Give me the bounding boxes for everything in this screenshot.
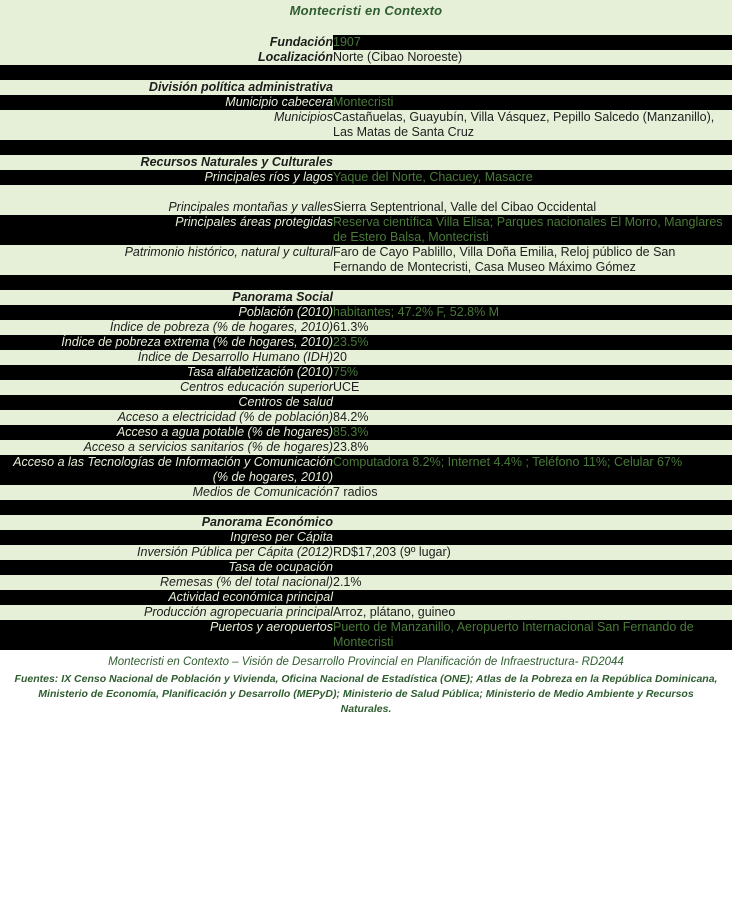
- row-label: Inversión Pública per Cápita (2012): [0, 545, 333, 560]
- row-label: Producción agropecuaria principal: [0, 605, 333, 620]
- document-title-bar: [0, 0, 732, 20]
- table-row: [0, 515, 732, 530]
- context-table: [0, 20, 732, 650]
- row-value: [333, 155, 732, 170]
- row-value: UCE: [333, 380, 732, 395]
- row-value: RD$17,203 (9º lugar): [333, 545, 732, 560]
- table-row: [0, 35, 732, 50]
- row-label: Índice de pobreza extrema (% de hogares, 2010): [0, 335, 333, 350]
- row-value: [333, 65, 732, 80]
- row-label: Acceso a servicios sanitarios (% de hogares): [0, 440, 333, 455]
- row-value: 23.5%: [333, 335, 732, 350]
- row-label: Municipios: [0, 110, 333, 140]
- row-value: Sierra Septentrional, Valle del Cibao Occidental: [333, 200, 732, 215]
- row-label: Índice de Desarrollo Humano (IDH): [0, 350, 333, 365]
- row-value: Castañuelas, Guayubín, Villa Vásquez, Pepillo Salcedo (Manzanillo), Las Matas de Santa Cruz: [333, 110, 732, 140]
- row-label: [0, 185, 333, 200]
- row-label: [0, 500, 333, 515]
- row-value: 85.3%: [333, 425, 732, 440]
- row-value: Computadora 8.2%; Internet 4.4% ; Teléfono 11%; Celular 67%: [333, 455, 732, 485]
- table-row: [0, 200, 732, 215]
- row-value: 1907: [333, 35, 732, 50]
- row-label: Recursos Naturales y Culturales: [0, 155, 333, 170]
- row-label: Centros educación superior: [0, 380, 333, 395]
- row-value: [333, 500, 732, 515]
- row-value: [333, 560, 732, 575]
- row-value: 20: [333, 350, 732, 365]
- row-value: Norte (Cibao Noroeste): [333, 50, 732, 65]
- row-label: Fundación: [0, 35, 333, 50]
- table-row: [0, 485, 732, 500]
- table-row: [0, 410, 732, 425]
- row-value: [333, 80, 732, 95]
- table-row: [0, 395, 732, 410]
- row-label: Índice de pobreza (% de hogares, 2010): [0, 320, 333, 335]
- page-title: Montecristi en Contexto: [289, 2, 443, 18]
- row-label: Municipio cabecera: [0, 95, 333, 110]
- table-row: [0, 110, 732, 140]
- row-value: [333, 290, 732, 305]
- table-row: [0, 65, 732, 80]
- row-label: [0, 140, 333, 155]
- table-row: [0, 155, 732, 170]
- row-value: 7 radios: [333, 485, 732, 500]
- table-row: [0, 305, 732, 320]
- table-row: [0, 95, 732, 110]
- table-row: [0, 335, 732, 350]
- row-value: Montecristi: [333, 95, 732, 110]
- row-label: Acceso a agua potable (% de hogares): [0, 425, 333, 440]
- context-table-body: [0, 20, 732, 650]
- row-label: Principales ríos y lagos: [0, 170, 333, 185]
- row-label: [0, 65, 333, 80]
- row-value: [333, 590, 732, 605]
- row-value: Reserva científica Villa Elisa; Parques nacionales El Morro, Manglares de Estero Balsa, Montecristi: [333, 215, 732, 245]
- row-value: Arroz, plátano, guineo: [333, 605, 732, 620]
- row-label: Principales áreas protegidas: [0, 215, 333, 245]
- row-label: División política administrativa: [0, 80, 333, 95]
- row-label: Panorama Social: [0, 290, 333, 305]
- row-value: Faro de Cayo Pablillo, Villa Doña Emilia, Reloj público de San Fernando de Montecristi, Casa Museo Máximo Gómez: [333, 245, 732, 275]
- table-row: [0, 215, 732, 245]
- table-row: [0, 320, 732, 335]
- row-value: [333, 275, 732, 290]
- table-row: [0, 425, 732, 440]
- table-row: [0, 455, 732, 485]
- table-row: [0, 365, 732, 380]
- row-label: Acceso a las Tecnologías de Información y Comunicación (% de hogares, 2010): [0, 455, 333, 485]
- table-row: [0, 530, 732, 545]
- table-row: [0, 140, 732, 155]
- row-label: Medios de Comunicación: [0, 485, 333, 500]
- row-label: Puertos y aeropuertos: [0, 620, 333, 650]
- row-label: [0, 275, 333, 290]
- footer-line-2: Fuentes: IX Censo Nacional de Población y Vivienda, Oficina Nacional de Estadística (ONE); Atlas de la Pobreza en la República Dominicana, Ministerio de Economía, Planificación y Desarrollo (MEPyD); Ministerio de Salud Pública; Ministerio de Medio Ambiente y Recursos Naturales.: [14, 673, 718, 715]
- table-row: [0, 605, 732, 620]
- table-row: [0, 275, 732, 290]
- row-value: 23.8%: [333, 440, 732, 455]
- row-value: 84.2%: [333, 410, 732, 425]
- table-row: [0, 245, 732, 275]
- row-value: Puerto de Manzanillo, Aeropuerto Internacional San Fernando de Montecristi: [333, 620, 732, 650]
- document-footer: [0, 654, 732, 725]
- row-value: [333, 140, 732, 155]
- table-row: [0, 380, 732, 395]
- row-label: Patrimonio histórico, natural y cultural: [0, 245, 333, 275]
- table-row: [0, 185, 732, 200]
- table-row: [0, 350, 732, 365]
- table-row: [0, 170, 732, 185]
- row-label: Actividad económica principal: [0, 590, 333, 605]
- row-value: 2.1%: [333, 575, 732, 590]
- row-value: 61.3%: [333, 320, 732, 335]
- row-label: Principales montañas y valles: [0, 200, 333, 215]
- row-label: Panorama Económico: [0, 515, 333, 530]
- row-label: Localización: [0, 50, 333, 65]
- table-row: [0, 440, 732, 455]
- row-value: 75%: [333, 365, 732, 380]
- row-label: [0, 20, 333, 35]
- footer-line-1: Montecristi en Contexto – Visión de Desarrollo Provincial en Planificación de Infraestructura- RD2044: [108, 656, 624, 668]
- row-value: [333, 395, 732, 410]
- row-label: Población (2010): [0, 305, 333, 320]
- table-row: [0, 545, 732, 560]
- row-value: [333, 515, 732, 530]
- row-value: Yaque del Norte, Chacuey, Masacre: [333, 170, 732, 185]
- row-label: Tasa alfabetización (2010): [0, 365, 333, 380]
- table-row: [0, 50, 732, 65]
- row-label: Ingreso per Cápita: [0, 530, 333, 545]
- table-row: [0, 80, 732, 95]
- row-label: Acceso a electricidad (% de población): [0, 410, 333, 425]
- row-label: Centros de salud: [0, 395, 333, 410]
- table-row: [0, 20, 732, 35]
- row-label: Remesas (% del total nacional): [0, 575, 333, 590]
- table-row: [0, 590, 732, 605]
- table-row: [0, 560, 732, 575]
- row-label: Tasa de ocupación: [0, 560, 333, 575]
- table-row: [0, 575, 732, 590]
- table-row: [0, 500, 732, 515]
- table-row: [0, 620, 732, 650]
- row-value: [333, 20, 732, 35]
- row-value: [333, 185, 732, 200]
- row-value: [333, 530, 732, 545]
- row-value: habitantes; 47.2% F, 52.8% M: [333, 305, 732, 320]
- table-row: [0, 290, 732, 305]
